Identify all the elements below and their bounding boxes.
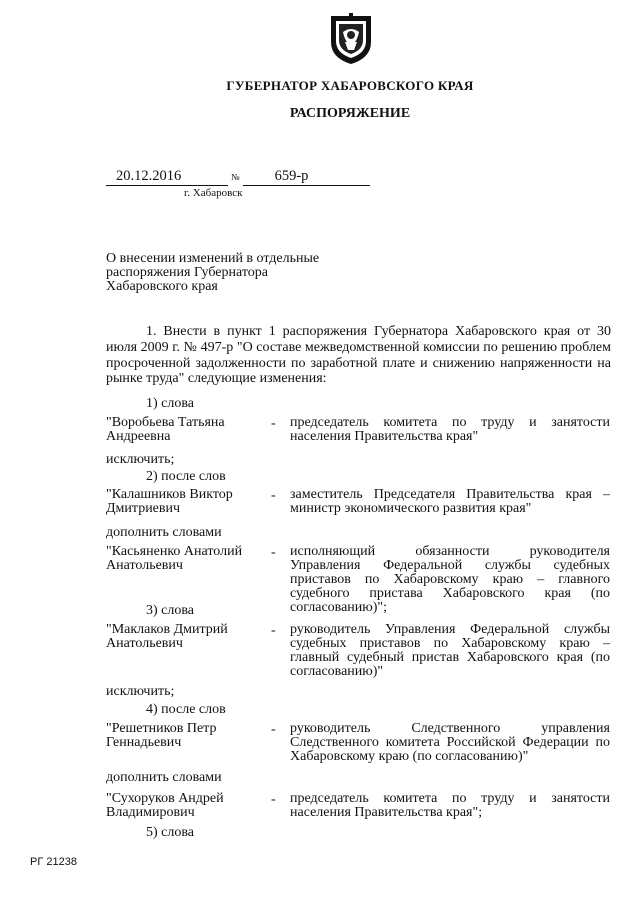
row-2-name: "Калашников Виктор Дмитриевич [106,487,233,516]
row-5-desc: руководитель Следственного управления Следственного комитета Российской Федерации по Хабаровскому краю (по согласованию)" [290,721,610,764]
item-4-label: 4) после слов [146,702,226,717]
number-sign: № [231,172,240,182]
row-2-dash: - [271,488,276,503]
row-1-desc: председатель комитета по труду и занятости населения Правительства края" [290,415,610,444]
row-4-name: "Маклаков Дмитрий Анатольевич [106,622,228,651]
document-code: РГ 21238 [30,856,77,868]
item-2-label: 2) после слов [146,469,226,484]
document-type: РАСПОРЯЖЕНИЕ [289,106,411,121]
row-6-desc: председатель комитета по труду и занятости населения Правительства края"; [290,791,610,820]
row-3-desc: исполняющий обязанности руководителя Управления Федеральной службы судебных приставов по Хабаровскому краю – главного судебного пристава Хабаровского края (по согласованию)"; [290,544,610,615]
document-number: 659-р [243,168,370,186]
row-4-dash: - [271,623,276,638]
document-date: 20.12.2016 [106,168,228,186]
row-1-dash: - [271,416,276,431]
row-2-desc: заместитель Председателя Правительства края – министр экономического развития края" [290,487,610,516]
paragraph-1: 1. Внести в пункт 1 распоряжения Губернатора Хабаровского края от 30 июля 2009 г. № 497-р "О составе межведомственной комиссии по решению проблем просроченной задолженности по заработной плате и снижению напряженности на рынке труда" следующие изменения: [106,324,611,387]
row-3-dash: - [271,545,276,560]
row-6-name: "Сухоруков Андрей Владимирович [106,791,224,820]
document-subject: О внесении изменений в отдельные распоряжения Губернатора Хабаровского края [106,251,320,294]
exclude-1: исключить; [106,452,175,467]
coat-of-arms-emblem [327,12,375,66]
row-1-name: "Воробьева Татьяна Андреевна [106,415,225,444]
item-1-label: 1) слова [146,396,195,411]
governor-title: ГУБЕРНАТОР ХАБАРОВСКОГО КРАЯ [226,78,474,93]
row-5-dash: - [271,722,276,737]
add-words-2: дополнить словами [106,770,222,785]
item-5-label: 5) слова [146,825,195,840]
add-words-1: дополнить словами [106,525,222,540]
city: г. Хабаровск [184,187,243,199]
date-number-line [106,168,370,186]
item-3-label: 3) слова [146,603,195,618]
exclude-2: исключить; [106,684,175,699]
row-3-name: "Касьяненко Анатолий Анатольевич [106,544,243,573]
row-4-desc: руководитель Управления Федеральной службы судебных приставов по Хабаровскому краю – главный судебный пристав Хабаровского края (по согласованию)" [290,622,610,679]
row-6-dash: - [271,792,276,807]
row-5-name: "Решетников Петр Геннадьевич [106,721,217,750]
